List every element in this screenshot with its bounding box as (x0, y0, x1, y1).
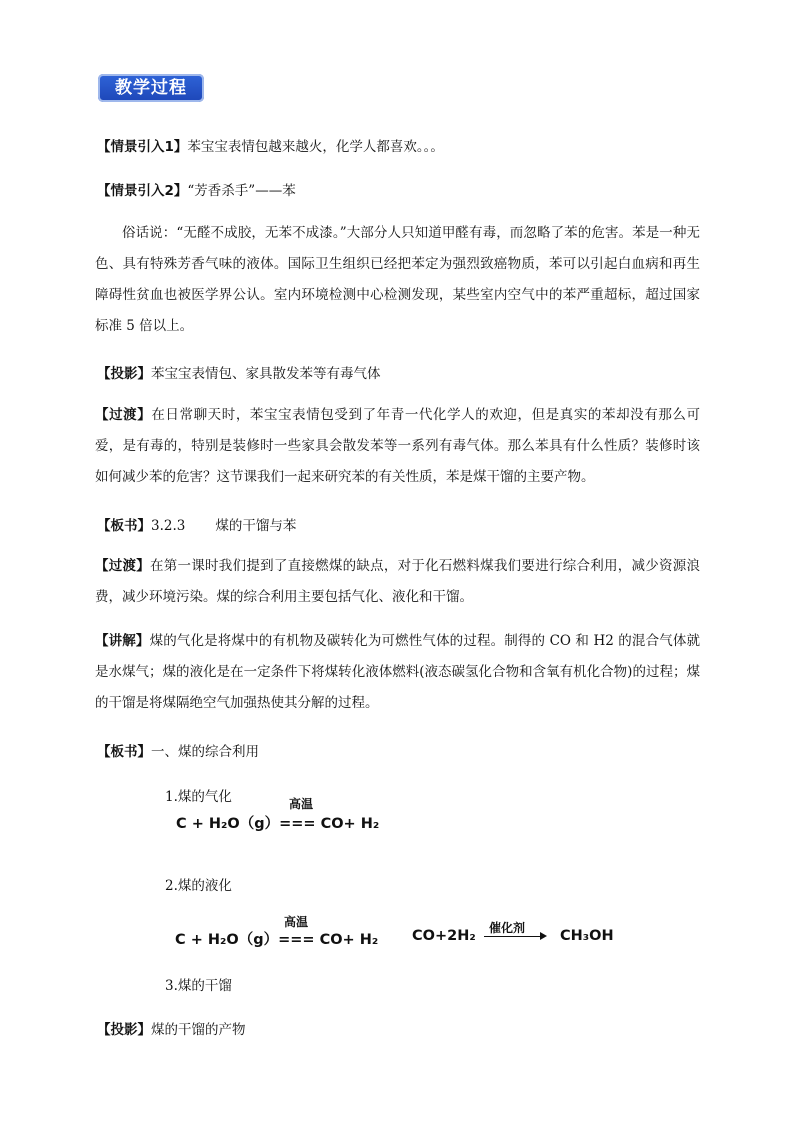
board1-number: 3.2.3 (151, 518, 186, 534)
reaction-arrow-line (484, 936, 542, 937)
transition2-paragraph (95, 551, 700, 613)
projection1-tag: 【投影】 (97, 366, 151, 382)
board1-text: 煤的干馏与苯 (215, 518, 297, 534)
eq2b-catalyst: 催化剂 (489, 921, 526, 935)
intro2-text: “芳香杀手”——苯 (187, 183, 296, 199)
transition2-text: 在第一课时我们提到了直接燃煤的缺点，对于化石燃料煤我们要进行综合利用，减少资源浪费，减少环境污染。煤的综合利用主要包括气化、液化和干馏。 (95, 558, 701, 605)
eq2a-condition: 高温 (284, 915, 309, 929)
paragraph-benzene-intro: 俗话说：“无醛不成胶，无苯不成漆。”大部分人只知道甲醛有毒，而忽略了苯的危害。苯是一种无色、具有特殊芳香气味的液体。国际卫生组织已经把苯定为强烈致癌物质，苯可以引起白血病和再生障碍性贫血也被医学界公认。室内环境检测中心检测发现，某些室内空气中的苯严重超标，超过国家标准 5 倍以上。 (95, 225, 700, 334)
item-carbonization: 3.煤的干馏 (165, 978, 232, 994)
board1-tag: 【板书】 (97, 518, 151, 534)
explain-tag: 【讲解】 (95, 633, 150, 649)
intro1-line (97, 135, 444, 155)
transition2-tag: 【过渡】 (95, 558, 151, 574)
projection2-tag: 【投影】 (97, 1022, 151, 1038)
explain-text: 煤的气化是将煤中的有机物及碳转化为可燃性气体的过程。制得的 CO 和 H2 的混合气体就是水煤气；煤的液化是在一定条件下将煤转化液体燃料(液态碳氢化合物和含氧有机化合物)的过程；煤的干馏是将煤隔绝空气加强热使其分解的过程。 (95, 633, 700, 711)
item-liquefaction: 2.煤的液化 (165, 878, 232, 894)
equation-liquefaction-1: C + H₂O（g）=== CO+ H₂ (175, 932, 379, 948)
projection2-line (97, 1018, 246, 1038)
board2-text: 一、煤的综合利用 (151, 744, 259, 760)
eq1-condition: 高温 (289, 797, 314, 811)
projection1-line (97, 362, 381, 382)
section-badge: 教学过程 (98, 74, 204, 102)
eq2b-reactants: CO+2H₂ (412, 928, 476, 944)
intro1-tag: 【情景引入1】 (97, 139, 188, 155)
intro2-line (97, 179, 296, 199)
intro1-text: 苯宝宝表情包越来越火，化学人都喜欢。。。 (187, 139, 444, 155)
board2-tag: 【板书】 (97, 744, 151, 760)
projection2-text: 煤的干馏的产物 (151, 1022, 246, 1038)
board1-line (97, 514, 296, 534)
projection1-text: 苯宝宝表情包、家具散发苯等有毒气体 (151, 366, 381, 382)
equation-gasification: C + H₂O（g）=== CO+ H₂ (176, 816, 380, 832)
item-gasification: 1.煤的气化 (165, 789, 232, 805)
board2-line (97, 740, 259, 760)
intro2-tag: 【情景引入2】 (97, 183, 188, 199)
reaction-arrow-icon (540, 932, 547, 940)
transition1-tag: 【过渡】 (95, 407, 152, 423)
transition1-text: 在日常聊天时，苯宝宝表情包受到了年青一代化学人的欢迎，但是真实的苯却没有那么可爱，是有毒的，特别是装修时一些家具会散发苯等一系列有毒气体。那么苯具有什么性质？装修时该如何减少苯的危害？这节课我们一起来研究苯的有关性质，苯是煤干馏的主要产物。 (95, 407, 701, 485)
explain-paragraph (95, 626, 700, 719)
transition1-paragraph (95, 400, 700, 493)
eq2b-product: CH₃OH (560, 928, 614, 944)
